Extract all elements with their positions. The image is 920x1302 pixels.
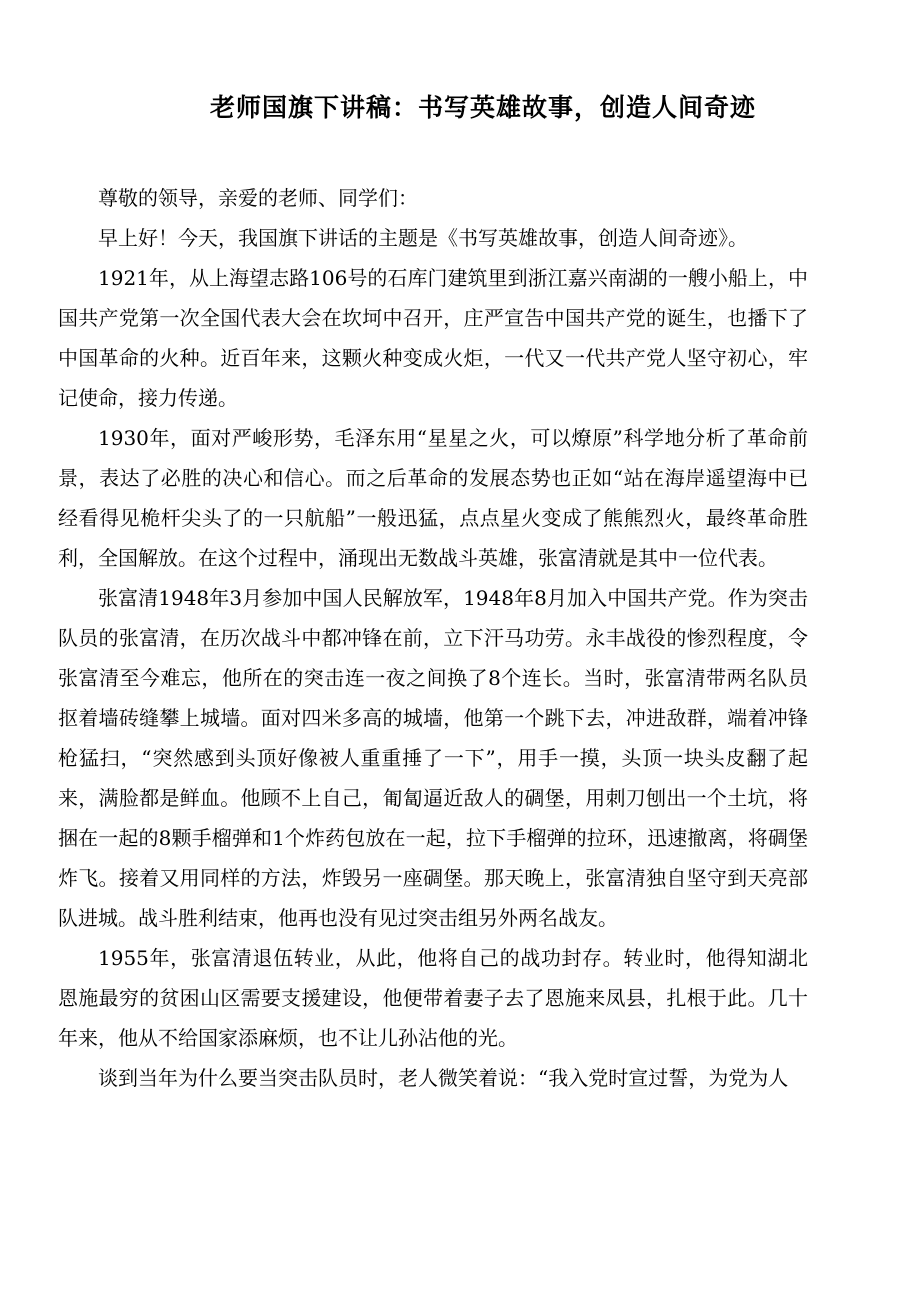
paragraph: 1955年，张富清退伍转业，从此，他将自己的战功封存。转业时，他得知湖北恩施最穷的贫困山区需要支援建设，他便带着妻子去了恩施来凤县，扎根于此。几十年来，他从不给国家添麻烦，也不让儿孙沾他的光。	[58, 946, 808, 1050]
paragraph: 1921年，从上海望志路106号的石库门建筑里到浙江嘉兴南湖的一艘小船上，中国共产党第一次全国代表大会在坎坷中召开，庄严宣告中国共产党的诞生，也播下了中国革命的火种。近百年来，这颗火种变成火炬，一代又一代共产党人坚守初心，牢记使命，接力传递。	[58, 266, 808, 410]
paragraph-greeting: 早上好！今天，我国旗下讲话的主题是《书写英雄故事，创造人间奇迹》。	[98, 226, 748, 250]
paragraph-salutation: 尊敬的领导，亲爱的老师、同学们：	[98, 186, 418, 210]
page-title: 老师国旗下讲稿：书写英雄故事，创造人间奇迹	[209, 93, 756, 122]
document-body	[58, 178, 858, 1098]
paragraph: 1930年，面对严峻形势，毛泽东用“星星之火，可以燎原”科学地分析了革命前景，表达了必胜的决心和信心。而之后革命的发展态势也正如“站在海岸遥望海中已经看得见桅杆尖头了的一只航船”一般迅猛，点点星火变成了熊熊烈火，最终革命胜利，全国解放。在这个过程中，涌现出无数战斗英雄，张富清就是其中一位代表。	[58, 426, 808, 570]
paragraph: 张富清1948年3月参加中国人民解放军，1948年8月加入中国共产党。作为突击队员的张富清，在历次战斗中都冲锋在前，立下汗马功劳。永丰战役的惨烈程度，令张富清至今难忘，他所在的突击连一夜之间换了8个连长。当时，张富清带两名队员抠着墙砖缝攀上城墙。面对四米多高的城墙，他第一个跳下去，冲进敌群，端着冲锋枪猛扫，“突然感到头顶好像被人重重捶了一下”，用手一摸，头顶一块头皮翻了起来，满脸都是鲜血。他顾不上自己，匍匐逼近敌人的碉堡，用刺刀刨出一个土坑，将捆在一起的8颗手榴弹和1个炸药包放在一起，拉下手榴弹的拉环，迅速撤离，将碉堡炸飞。接着又用同样的方法，炸毁另一座碉堡。那天晚上，张富清独自坚守到天亮部队进城。战斗胜利结束，他再也没有见过突击组另外两名战友。	[58, 586, 808, 930]
paragraph: 谈到当年为什么要当突击队员时，老人微笑着说：“我入党时宣过誓，为党为人	[98, 1066, 789, 1090]
